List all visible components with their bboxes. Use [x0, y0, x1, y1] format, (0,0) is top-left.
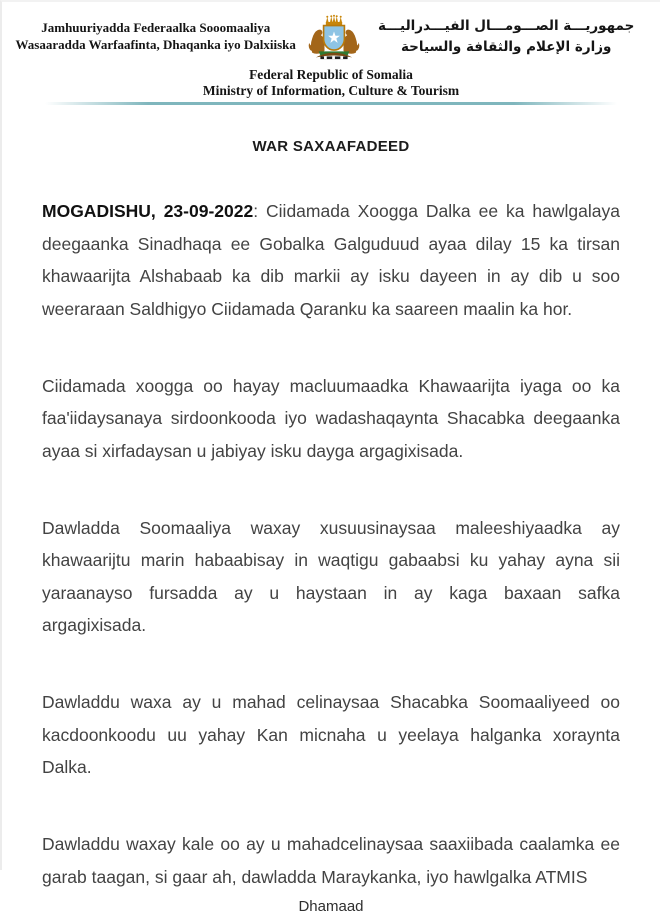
paragraph-5: Dawladdu waxay kale oo ay u mahadcelinaysaa saaxiibada caalamka ee garab taagan, si gaar ah, dawladda Maraykanka, iyo hawlgalka ATMIS — [42, 834, 620, 887]
somali-ministry-line: Wasaaradda Warfaafinta, Dhaqanka iyo Dalxiiska — [15, 36, 296, 52]
press-release-title: WAR SAXAAFADEED — [252, 138, 410, 155]
emblem-container — [299, 12, 368, 73]
paragraph-3: Dawladda Soomaaliya waxay xusuusinaysaa maleeshiyaadka ay khawaarijtu marin habaabisay in waqtigu gabaabsi ku yahay ayna sii yaraanayso fursadda ay u haystaan in ay kaga baxaan safka argagixisada. — [42, 517, 620, 635]
arabic-ministry-title — [368, 12, 650, 58]
press-release-body — [42, 195, 620, 893]
closing-word: Dhamaad — [298, 898, 364, 915]
arabic-republic-line: جمهوريـــة الصـــومـــال الفيـــدراليـــة — [378, 18, 635, 34]
letterhead-row — [2, 12, 660, 73]
paragraph-1-text: : Ciidamada Xoogga Dalka ee ka hawlgalaya deegaanka Sinadhaqa ee Gobalka Galguduud ayaa dilay 15 ka tirsan khawaarijta Alshabaab ka dib markii ay isku dayeen in ay dib u soo weeraraan Saldhigyo Ciidamada Qaranku ka saareen maalin ka hor. — [42, 201, 620, 319]
somali-republic-line: Jamhuuriyadda Federaalka Sooomaaliya — [41, 20, 271, 35]
somalia-coat-of-arms-icon — [305, 14, 363, 73]
paragraph-4: Dawladdu waxa ay u mahad celinaysaa Shacabka Soomaaliyeed oo kacdoonkoodu uu yahay Kan micnaha u yeelaya halganka xoraynta Dalka. — [42, 692, 620, 777]
english-ministry-title — [2, 67, 660, 99]
paragraph-1 — [42, 195, 620, 325]
header-divider — [45, 102, 617, 105]
paragraph-2: Ciidamada xoogga oo hayay macluumaadka Khawaarijta iyaga oo ka faa'iidaysanaya sirdoonkooda iyo wadashaqaynta Shacabka deegaanka ayaa si xirfadaysan u jabiyay isku dayga argagixisada. — [42, 375, 620, 461]
english-ministry-line: Ministry of Information, Culture & Tourism — [202, 83, 460, 98]
arabic-ministry-line: وزارة الإعلام والثقافة والسياحة — [400, 39, 612, 55]
letterhead — [2, 12, 660, 105]
press-release-page — [2, 2, 660, 915]
somali-ministry-title — [12, 12, 299, 53]
english-republic-line: Federal Republic of Somalia — [249, 67, 413, 82]
dateline: MOGADISHU, 23-09-2022 — [42, 201, 254, 221]
